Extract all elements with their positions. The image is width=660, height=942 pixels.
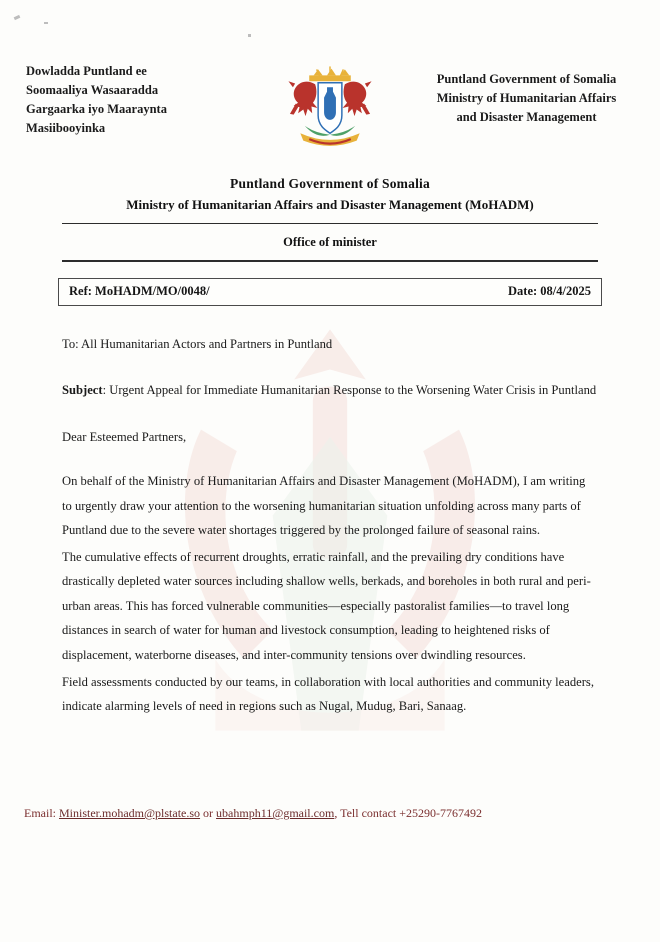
- reference-bar: [58, 278, 602, 306]
- ministry-title: Ministry of Humanitarian Affairs and Disaster Management (MoHADM): [126, 197, 534, 212]
- letterhead-somali-line-1: Dowladda Puntland ee: [26, 64, 147, 78]
- letterhead-somali-line-4: Masiibooyinka: [26, 121, 106, 135]
- letterhead-somali-line-3: Gargaarka iyo Maaraynta: [26, 102, 167, 116]
- subject-line: [62, 378, 598, 403]
- phone-contact: , Tell contact +25290-7767492: [334, 806, 482, 820]
- letterhead-somali: [26, 62, 241, 138]
- office-title: Office of minister: [283, 235, 377, 249]
- footer-or: or: [200, 806, 217, 820]
- letterhead-somali-line-2: Soomaaliya Wasaaradda: [26, 83, 159, 97]
- letterhead-english: [419, 62, 634, 127]
- body-paragraph: Field assessments conducted by our teams, in collaboration with local authorities and community leaders, indicate alarming levels of need in regions such as Nugal, Mudug, Bari, Sanaag.: [62, 674, 594, 714]
- addressee-line: To: All Humanitarian Actors and Partners in Puntland: [62, 336, 333, 351]
- letterhead: [0, 0, 660, 154]
- letter-body: [62, 332, 598, 719]
- letterhead-english-line-2: Ministry of Humanitarian Affairs: [436, 91, 617, 105]
- email-label: Email:: [24, 806, 56, 820]
- title-divider: [62, 223, 598, 224]
- body-paragraph: The cumulative effects of recurrent droughts, erratic rainfall, and the prevailing dry conditions have drastically depleted water sources including shallow wells, berkads, and boreholes in both rural and peri-urban areas. This has forced vulnerable communities—especially pastoralist families—to travel long distances in search of water for human and livestock consumption, leading to heightened risks of displacement, waterborne diseases, and inter-community tensions over dwindling resources.: [62, 549, 591, 662]
- emblem-container: [255, 62, 405, 154]
- salutation: Dear Esteemed Partners,: [62, 429, 187, 444]
- subject-label: Subject: [62, 383, 103, 398]
- reference-number: Ref: MoHADM/MO/0048/: [69, 284, 210, 298]
- email-link-primary[interactable]: Minister.mohadm@plstate.so: [59, 806, 201, 820]
- government-title: Puntland Government of Somalia: [230, 176, 430, 191]
- office-divider: [62, 260, 598, 262]
- body-paragraph: On behalf of the Ministry of Humanitarian Affairs and Disaster Management (MoHADM), I am writing to urgently draw your attention to the worsening humanitarian situation unfolding across many parts of Puntland due to the severe water shortages triggered by the prolonged failure of seasonal rains.: [62, 474, 586, 538]
- subject-text: : Urgent Appeal for Immediate Humanitarian Response to the Worsening Water Crisis in Puntland: [102, 383, 597, 398]
- puntland-coat-of-arms-icon: [270, 62, 390, 154]
- letterhead-english-line-3: and Disaster Management: [456, 110, 597, 124]
- document-date: Date: 08/4/2025: [508, 284, 591, 298]
- ministry-title-block: [0, 176, 660, 213]
- footer-contact: [24, 806, 636, 821]
- email-link-secondary[interactable]: ubahmph11@gmail.com: [216, 806, 335, 820]
- letterhead-english-line-1: Puntland Government of Somalia: [436, 72, 617, 86]
